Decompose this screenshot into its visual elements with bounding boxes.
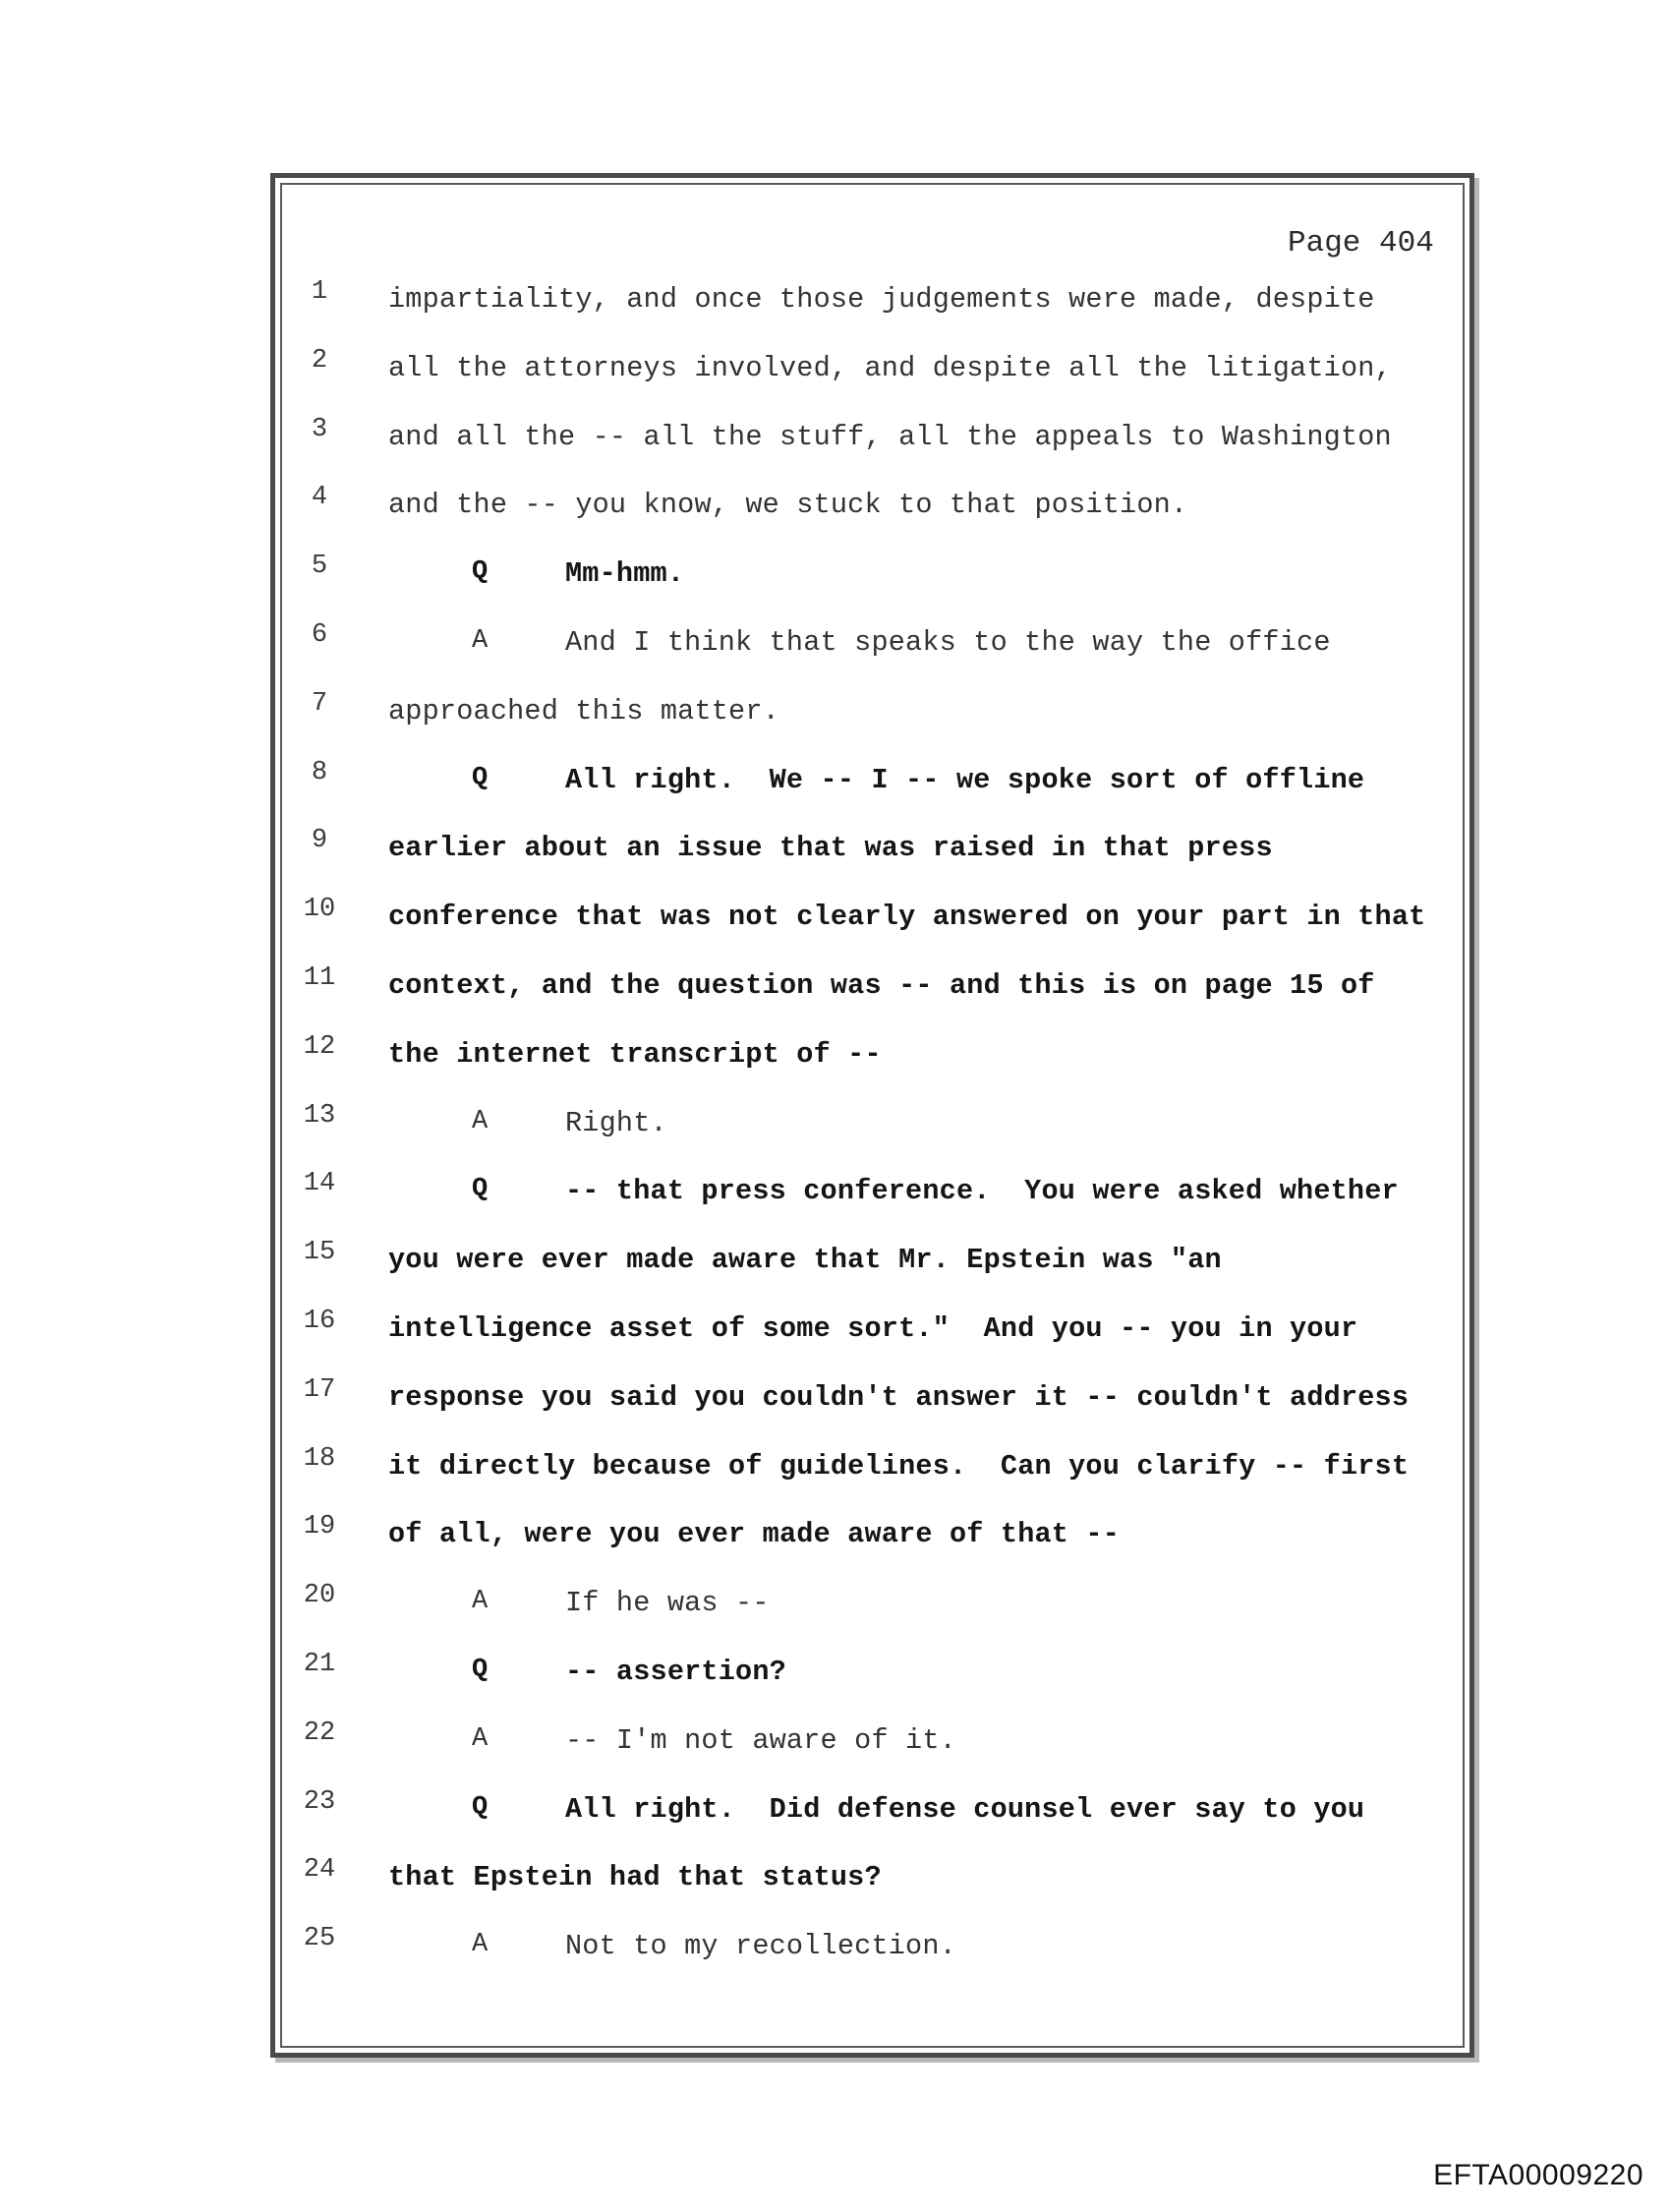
transcript-line — [0, 1581, 1671, 1630]
transcript-line — [0, 277, 1671, 326]
line-text: earlier about an issue that was raised in that press — [388, 832, 1273, 865]
answer-marker: A — [472, 1723, 489, 1754]
line-number: 8 — [311, 757, 328, 787]
line-text: the internet transcript of -- — [388, 1037, 882, 1071]
line-text: All right. Did defense counsel ever say to you — [565, 1792, 1365, 1826]
line-number: 16 — [303, 1307, 336, 1336]
line-number: 9 — [311, 826, 328, 856]
line-text: impartiality, and once those judgements were made, despite — [388, 283, 1375, 316]
line-text: and the -- you know, we stuck to that position. — [388, 489, 1188, 522]
line-number: 18 — [303, 1443, 336, 1474]
line-number: 7 — [311, 688, 328, 719]
answer-marker: A — [472, 626, 489, 656]
transcript-line — [0, 415, 1671, 464]
line-number: 11 — [303, 963, 336, 993]
line-text: And I think that speaks to the way the office — [565, 626, 1331, 659]
transcript-line — [0, 1238, 1671, 1287]
line-number: 23 — [303, 1786, 336, 1817]
line-text: intelligence asset of some sort." And you -- you in your — [388, 1312, 1358, 1345]
question-marker: Q — [472, 763, 489, 793]
transcript-line — [0, 689, 1671, 738]
transcript-line — [0, 1307, 1671, 1356]
line-text: -- assertion? — [565, 1656, 786, 1688]
transcript-line — [0, 1787, 1671, 1836]
page-number: Page 404 — [1288, 226, 1434, 261]
line-text: approached this matter. — [388, 694, 779, 728]
line-text: -- that press conference. You were asked whether — [565, 1175, 1399, 1208]
line-text: context, and the question was -- and this is on page 15 of — [388, 969, 1375, 1002]
line-number: 14 — [303, 1169, 336, 1199]
answer-marker: A — [472, 1106, 489, 1136]
line-number: 20 — [303, 1581, 336, 1611]
transcript-line — [0, 963, 1671, 1013]
answer-marker: A — [472, 1930, 489, 1960]
line-text: of all, were you ever made aware of that -- — [388, 1518, 1121, 1551]
line-text: If he was -- — [565, 1587, 770, 1620]
line-number: 24 — [303, 1855, 336, 1886]
line-number: 17 — [303, 1374, 336, 1405]
transcript-line — [0, 826, 1671, 875]
line-number: 6 — [311, 620, 328, 650]
question-marker: Q — [472, 1792, 489, 1823]
line-number: 3 — [311, 414, 328, 444]
line-number: 2 — [311, 345, 328, 376]
transcript-line — [0, 1169, 1671, 1218]
transcript-line — [0, 1032, 1671, 1081]
line-number: 15 — [303, 1238, 336, 1268]
transcript-line — [0, 1855, 1671, 1904]
line-number: 19 — [303, 1512, 336, 1543]
line-number: 5 — [311, 552, 328, 582]
line-text: and all the -- all the stuff, all the appeals to Washington — [388, 420, 1392, 453]
line-text: response you said you couldn't answer it -- couldn't address — [388, 1380, 1410, 1414]
line-number: 21 — [303, 1650, 336, 1679]
transcript-line — [0, 895, 1671, 944]
transcript-line — [0, 758, 1671, 807]
line-text: you were ever made aware that Mr. Epstein was "an — [388, 1244, 1222, 1277]
transcript-line — [0, 552, 1671, 601]
line-number: 10 — [303, 895, 336, 925]
transcript-line — [0, 1101, 1671, 1150]
transcript-line — [0, 620, 1671, 669]
transcript-line — [0, 346, 1671, 395]
line-number: 22 — [303, 1717, 336, 1748]
question-marker: Q — [472, 1656, 489, 1685]
question-marker: Q — [472, 1175, 489, 1205]
transcript-line — [0, 1375, 1671, 1425]
question-marker: Q — [472, 557, 489, 588]
transcript-line — [0, 1444, 1671, 1493]
line-text: all the attorneys involved, and despite all the litigation, — [388, 351, 1392, 384]
line-text: -- I'm not aware of it. — [565, 1723, 956, 1757]
answer-marker: A — [472, 1587, 489, 1617]
line-text: Mm-hmm. — [565, 557, 685, 591]
line-number: 12 — [303, 1031, 336, 1062]
line-text: it directly because of guidelines. Can you clarify -- first — [388, 1449, 1410, 1483]
transcript-line — [0, 1924, 1671, 1973]
line-number: 25 — [303, 1924, 336, 1954]
transcript-line — [0, 1512, 1671, 1561]
transcript-line — [0, 483, 1671, 532]
line-text: that Epstein had that status? — [388, 1861, 882, 1894]
line-number: 1 — [311, 277, 328, 307]
transcript-line — [0, 1718, 1671, 1768]
line-text: conference that was not clearly answered on your part in that — [388, 901, 1426, 934]
line-text: Right. — [565, 1106, 667, 1139]
line-text: All right. We -- I -- we spoke sort of offline — [565, 763, 1365, 796]
line-number: 4 — [311, 483, 328, 513]
line-text: Not to my recollection. — [565, 1930, 956, 1963]
bates-number: EFTA00009220 — [1433, 2159, 1643, 2191]
line-number: 13 — [303, 1100, 336, 1131]
transcript-line — [0, 1650, 1671, 1699]
